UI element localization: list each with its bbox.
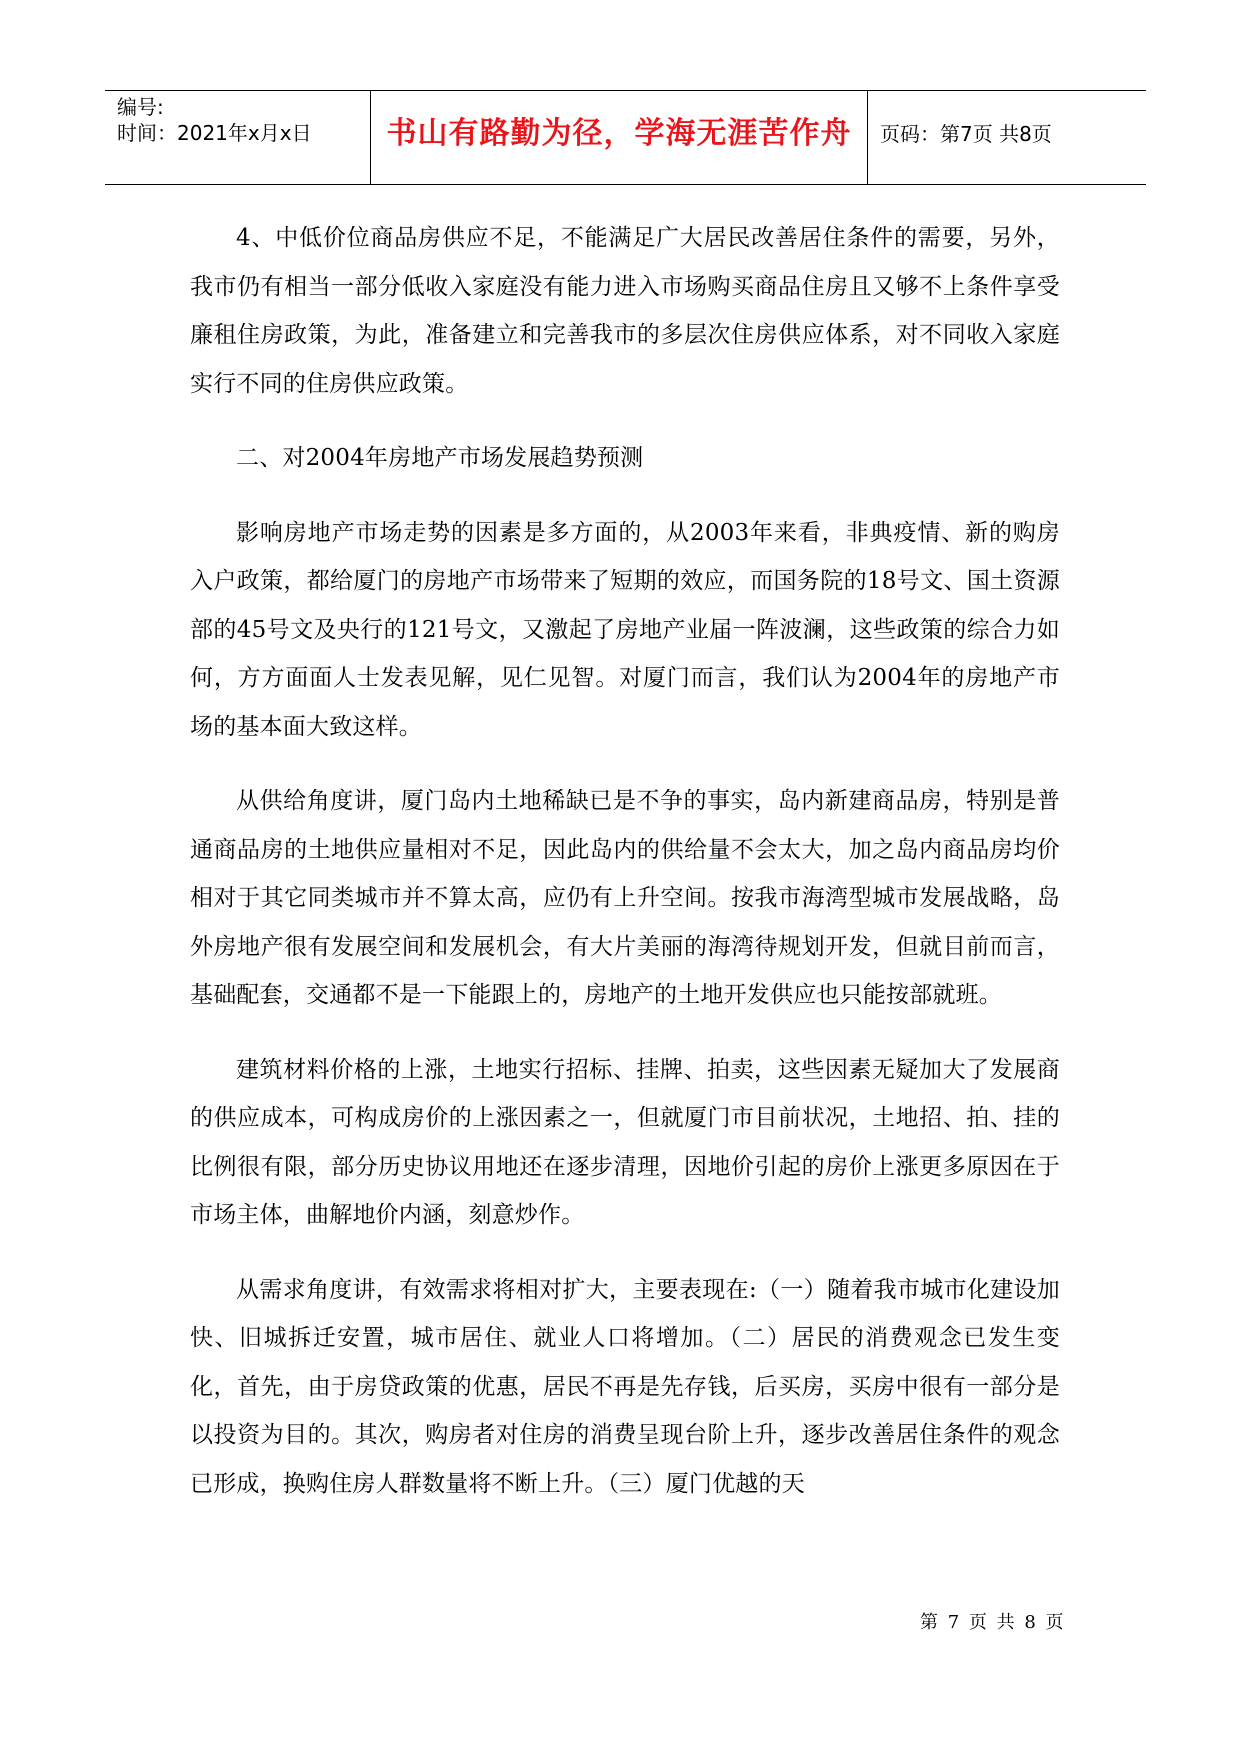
paragraph-supply-side: 从供给角度讲，厦门岛内土地稀缺已是不争的事实，岛内新建商品房，特别是普通商品房的土地供应量相对不足，因此岛内的供给量不会太大，加之岛内商品房均价相对于其它同类城市并不算太高，应仍有上升空间。按我市海湾型城市发展战略，岛外房地产很有发展空间和发展机会，有大片美丽的海湾待规划开发，但就目前而言，基础配套，交通都不是一下能跟上的，房地产的土地开发供应也只能按部就班。 <box>190 788 1060 1008</box>
header-table <box>105 90 1146 185</box>
section-heading-forecast: 二、对2004年房地产市场发展趋势预测 <box>236 445 644 471</box>
paragraph-influencing-factors: 影响房地产市场走势的因素是多方面的，从2003年来看，非典疫情、新的购房入户政策，都给厦门的房地产市场带来了短期的效应，而国务院的18号文、国土资源部的45号文及央行的121号文，又激起了房地产业届一阵波澜，这些政策的综合力如何，方方面面人士发表见解，见仁见智。对厦门而言，我们认为2004年的房地产市场的基本面大致这样。 <box>190 519 1060 740</box>
paragraph-supply-shortage: 4、中低价位商品房供应不足，不能满足广大居民改善居住条件的需要，另外，我市仍有相当一部分低收入家庭没有能力进入市场购买商品住房且又够不上条件享受廉租住房政策，为此，准备建立和完善我市的多层次住房供应体系，对不同收入家庭实行不同的住房供应政策。 <box>190 225 1060 397</box>
page-label: 页码：第7页 共8页 <box>880 122 1052 146</box>
paragraph-demand-side: 从需求角度讲，有效需求将相对扩大，主要表现在:（一）随着我市城市化建设加快、旧城拆迁安置，城市居住、就业人口将增加。（二）居民的消费观念已发生变化，首先，由于房贷政策的优惠，居民不再是先存钱，后买房，买房中很有一部分是以投资为目的。其次，购房者对住房的消费呈现台阶上升，逐步改善居住条件的观念已形成，换购住房人群数量将不断上升。（三）厦门优越的天 <box>190 1276 1060 1497</box>
header-page-cell <box>868 91 1146 184</box>
page-footer: 第 7 页 共 8 页 <box>920 1612 1064 1633</box>
number-label: 编号: <box>117 95 164 119</box>
time-label: 时间：2021年x月x日 <box>117 121 312 145</box>
paragraph-costs: 建筑材料价格的上涨，土地实行招标、挂牌、拍卖，这些因素无疑加大了发展商的供应成本，可构成房价的上涨因素之一，但就厦门市目前状况，土地招、拍、挂的比例很有限，部分历史协议用地还在逐步清理，因地价引起的房价上涨更多原因在于市场主体，曲解地价内涵，刻意炒作。 <box>190 1056 1060 1228</box>
header-info-cell <box>105 91 370 184</box>
motto-text: 书山有路勤为径，学海无涯苦作舟 <box>386 116 852 151</box>
document-body <box>190 214 1060 1534</box>
header-motto-cell <box>370 91 868 184</box>
